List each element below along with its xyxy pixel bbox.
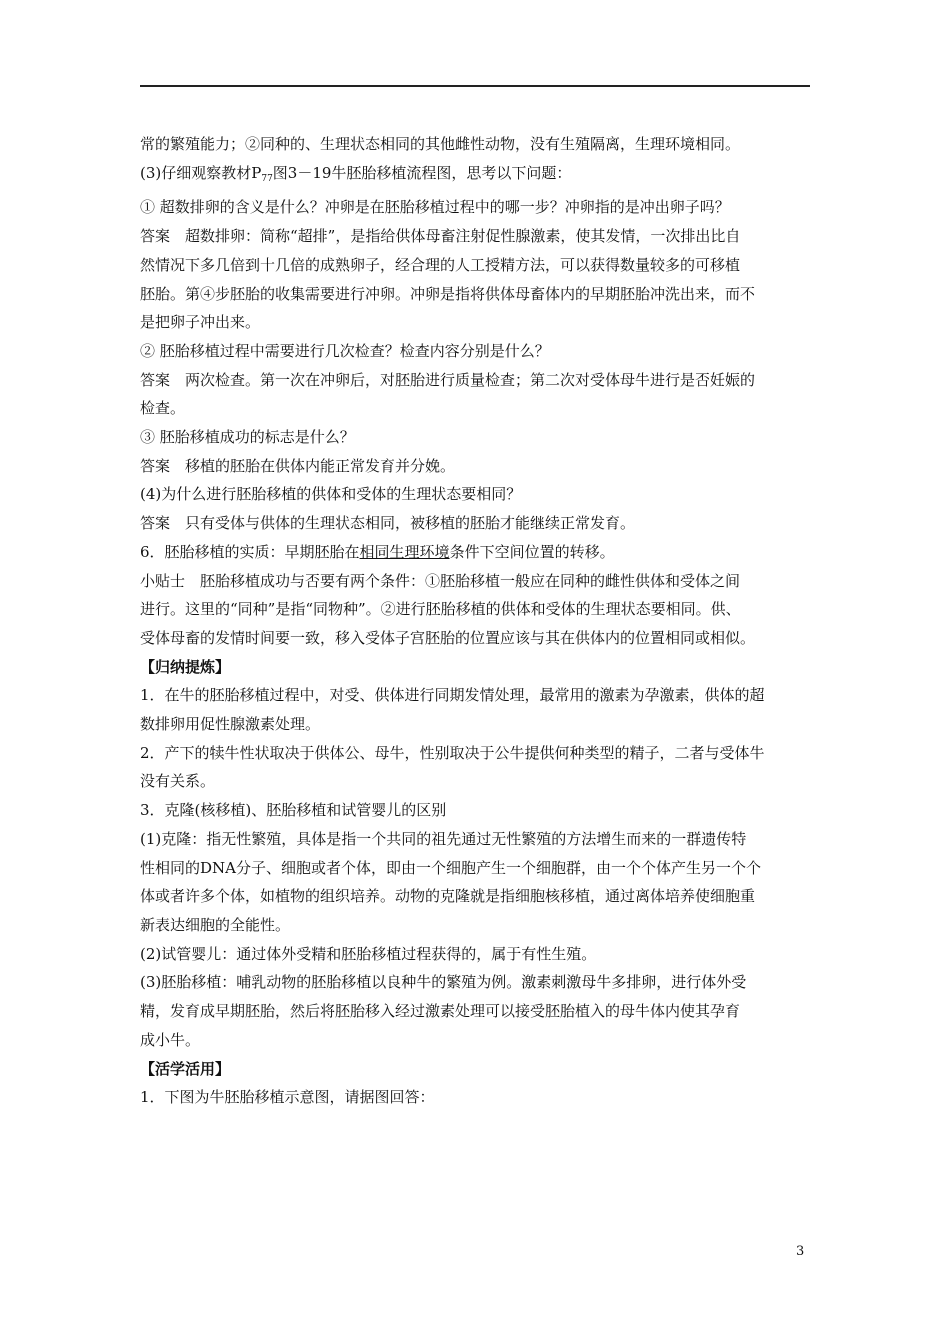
section-heading: 【归纳提炼】 xyxy=(140,657,231,676)
text-line: 没有关系。 xyxy=(140,772,216,791)
text-line: 受体母畜的发情时间要一致，移入受体子宫胚胎的位置应该与其在供体内的位置相同或相似。 xyxy=(140,628,756,647)
text-line: (3)胚胎移植：哺乳动物的胚胎移植以良种牛的繁殖为例。激素刺激母牛多排卵，进行体外受 xyxy=(140,973,747,992)
answer-line: 答案 移植的胚胎在供体内能正常发育并分娩。 xyxy=(140,456,456,475)
text-line: 是把卵子冲出来。 xyxy=(140,313,261,332)
text-line: (1)克隆：指无性繁殖，具体是指一个共同的祖先通过无性繁殖的方法增生而来的一群遗传特 xyxy=(140,829,747,848)
text-line: 数排卵用促性腺激素处理。 xyxy=(140,715,321,734)
page-content xyxy=(140,130,820,1112)
text-line: (2)试管婴儿：通过体外受精和胚胎移植过程获得的，属于有性生殖。 xyxy=(140,944,597,963)
text-line: 新表达细胞的全能性。 xyxy=(140,915,291,934)
answer-line: 答案 只有受体与供体的生理状态相同，被移植的胚胎才能继续正常发育。 xyxy=(140,514,636,533)
text-line: 成小牛。 xyxy=(140,1030,201,1049)
text-line: (3)仔细观察教材$P_{77}$图3－19牛胚胎移植流程图，思考以下问题： xyxy=(140,163,572,184)
answer-line: 答案 超数排卵：简称“超排”，是指给供体母畜注射促性腺激素，使其发情，一次排出比自 xyxy=(140,227,741,246)
text-line: 常的繁殖能力；②同种的、生理状态相同的其他雌性动物，没有生殖隔离，生理环境相同。 xyxy=(140,135,741,153)
page-number: 3 xyxy=(796,1244,805,1259)
text-line: 胚胎。第④步胚胎的收集需要进行冲卵。冲卵是指将供体母畜体内的早期胚胎冲洗出来，而不 xyxy=(140,284,756,303)
text-line: 体或者许多个体，如植物的组织培养。动物的克隆就是指细胞核移植，通过离体培养使细胞重 xyxy=(140,887,756,906)
text-line: 1．在牛的胚胎移植过程中，对受、供体进行同期发情处理，最常用的激素为孕激素，供体的超 xyxy=(140,686,765,705)
text-line: 检查。 xyxy=(140,399,186,418)
text-line: 6．胚胎移植的实质：早期胚胎在相同生理环境条件下空间位置的转移。 xyxy=(140,542,615,561)
text-line: 进行。这里的“同种”是指“同物种”。②进行胚胎移植的供体和受体的生理状态要相同。供、 xyxy=(140,600,741,619)
question-1: ① 超数排卵的含义是什么？冲卵是在胚胎移植过程中的哪一步？冲卵指的是冲出卵子吗？ xyxy=(140,198,730,217)
question-4: (4)为什么进行胚胎移植的供体和受体的生理状态要相同？ xyxy=(140,485,522,504)
header-rule xyxy=(140,85,810,87)
text-line: 2．产下的犊牛性状取决于供体公、母牛，性别取决于公牛提供何种类型的精子，二者与受体牛 xyxy=(140,743,765,762)
question-2: ② 胚胎移植过程中需要进行几次检查？检查内容分别是什么？ xyxy=(140,341,550,360)
text-line: 然情况下多几倍到十几倍的成熟卵子，经合理的人工授精方法，可以获得数量较多的可移植 xyxy=(140,255,741,274)
page-subscript: 77 xyxy=(261,173,273,184)
text-line: 1．下图为牛胚胎移植示意图，请据图回答： xyxy=(140,1088,435,1107)
section-heading: 【活学活用】 xyxy=(140,1059,231,1078)
underlined-term: 相同生理环境 xyxy=(359,542,450,561)
text-line: 性相同的DNA分子、细胞或者个体，即由一个细胞产生一个细胞群，由一个个体产生另一个个 xyxy=(140,858,761,877)
question-3: ③ 胚胎移植成功的标志是什么？ xyxy=(140,428,355,447)
tip-line: 小贴士 胚胎移植成功与否要有两个条件：①胚胎移植一般应在同种的雌性供体和受体之间 xyxy=(140,571,741,590)
answer-line: 答案 两次检查。第一次在冲卵后，对胚胎进行质量检查；第二次对受体母牛进行是否妊娠的 xyxy=(140,370,756,389)
text-line: 精，发育成早期胚胎，然后将胚胎移入经过激素处理可以接受胚胎植入的母牛体内使其孕育 xyxy=(140,1002,741,1021)
text-line: 3．克隆(核移植)、胚胎移植和试管婴儿的区别 xyxy=(140,801,447,820)
